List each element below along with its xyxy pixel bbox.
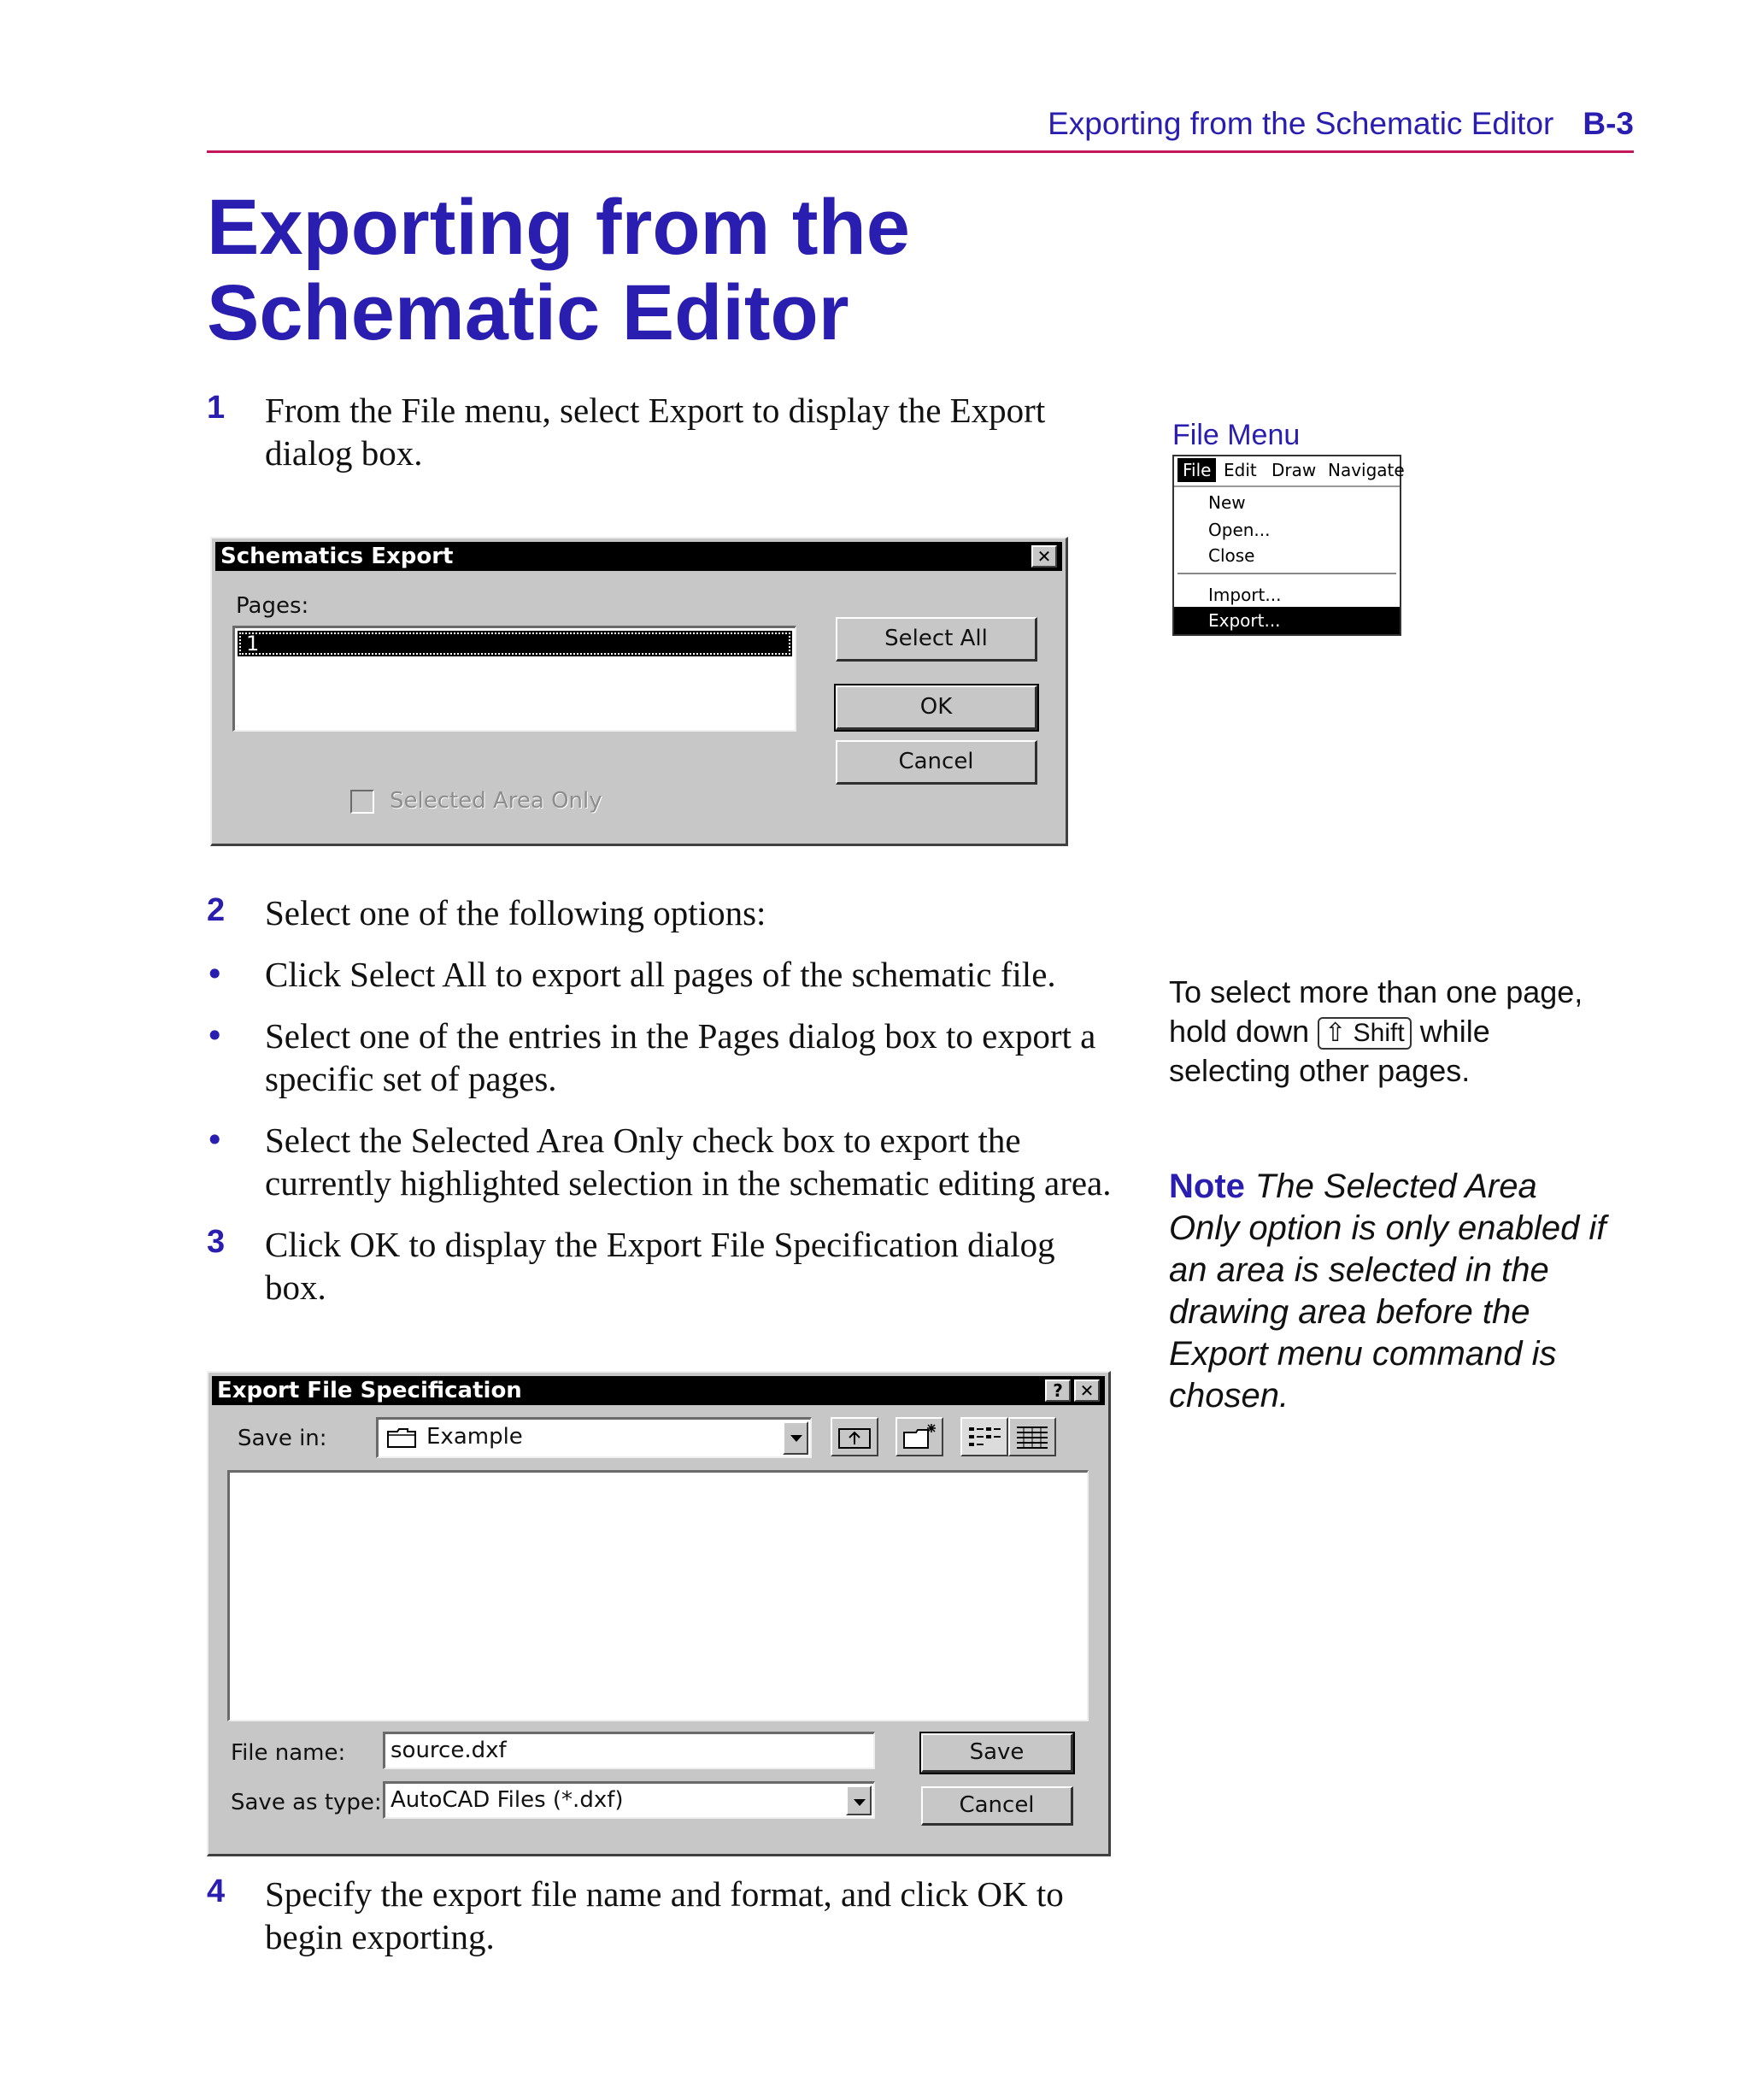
details-view-button[interactable] <box>1008 1417 1056 1456</box>
step-3-line-2: box. <box>265 1268 326 1307</box>
export-file-spec-titlebar <box>212 1376 1105 1405</box>
note-line-6: chosen. <box>1169 1377 1289 1415</box>
cancel-button[interactable]: Cancel <box>836 740 1037 785</box>
page-number: B-3 <box>1583 106 1634 141</box>
step-4-line-1: Specify the export file name and format, and click OK to <box>265 1874 1064 1914</box>
side-tip-line-3: selecting other pages. <box>1169 1053 1471 1088</box>
list-view-button[interactable] <box>960 1417 1008 1456</box>
side-tip-hold-down: hold down <box>1169 1014 1310 1049</box>
file-list-area[interactable] <box>227 1470 1089 1721</box>
step-1-line-1: From the File menu, select Export to display the Export <box>265 391 1046 430</box>
running-header <box>769 106 1634 149</box>
save-in-dropdown[interactable] <box>376 1417 812 1458</box>
file-name-label: File name: <box>231 1740 346 1766</box>
file-menu <box>1172 455 1405 636</box>
menu-file[interactable]: File <box>1177 458 1216 482</box>
step-1-line-2: dialog box. <box>265 433 423 473</box>
save-as-type-dropdown[interactable] <box>383 1781 875 1819</box>
save-in-label: Save in: <box>238 1426 327 1451</box>
step-4-text <box>265 1873 1119 1958</box>
menu-draw[interactable]: Draw <box>1271 460 1317 480</box>
note-line-4: drawing area before the <box>1169 1293 1530 1331</box>
menu-edit[interactable]: Edit <box>1224 460 1257 480</box>
note-line-2: Only option is only enabled if <box>1169 1209 1606 1247</box>
save-as-type-label: Save as type: <box>231 1790 382 1815</box>
step-1-text <box>265 389 1119 474</box>
bullet-1-text: Click Select All to export all pages of the schematic file. <box>265 955 1056 994</box>
cancel-button[interactable]: Cancel <box>921 1786 1073 1826</box>
shift-arrow-icon: ⇧ <box>1324 1019 1347 1048</box>
step-4-number: 4 <box>207 1874 226 1909</box>
bullet-1-marker: • <box>205 956 225 993</box>
bullet-2-text <box>265 1015 1128 1100</box>
export-file-spec-title: Export File Specification <box>217 1378 522 1403</box>
step-1-number: 1 <box>207 390 226 426</box>
page-title <box>207 185 1147 356</box>
export-file-spec-dialog <box>207 1371 1111 1856</box>
save-in-value: Example <box>426 1424 523 1450</box>
note-line-3: an area is selected in the <box>1169 1251 1549 1289</box>
bullet-3-marker: • <box>205 1121 225 1159</box>
running-header-section: Exporting from the Schematic Editor <box>1048 106 1554 141</box>
selected-area-only-label: Selected Area Only <box>390 788 602 814</box>
side-tip-line-2 <box>1169 1012 1647 1051</box>
save-as-type-value: AutoCAD Files (*.dxf) <box>391 1787 624 1813</box>
pages-listbox[interactable] <box>232 626 796 732</box>
ok-button[interactable]: OK <box>836 685 1037 730</box>
header-rule <box>207 150 1634 153</box>
note <box>1169 1166 1647 1417</box>
bullet-3-text <box>265 1119 1128 1204</box>
step-2-text: Select one of the following options: <box>265 893 766 932</box>
selected-area-only-checkbox[interactable] <box>350 790 374 814</box>
menu-item-export[interactable]: Export... <box>1174 607 1400 634</box>
save-button[interactable]: Save <box>921 1733 1073 1773</box>
step-3-number: 3 <box>207 1224 226 1260</box>
menu-item-open[interactable]: Open... <box>1208 520 1271 540</box>
note-line-1: The Selected Area <box>1254 1168 1537 1205</box>
bullet-2-marker: • <box>205 1017 225 1055</box>
file-name-value: source.dxf <box>391 1738 507 1763</box>
schematics-export-title: Schematics Export <box>220 544 454 569</box>
new-folder-button[interactable] <box>896 1417 943 1456</box>
menu-navigate[interactable]: Navigate <box>1328 460 1405 480</box>
step-3-line-1: Click OK to display the Export File Specification dialog <box>265 1225 1055 1264</box>
pages-label: Pages: <box>236 593 309 619</box>
file-menu-caption: File Menu <box>1172 419 1301 451</box>
shift-key <box>1318 1017 1412 1050</box>
close-icon[interactable]: ✕ <box>1074 1379 1100 1402</box>
step-3-text <box>265 1223 1119 1309</box>
shift-key-label: Shift <box>1353 1019 1405 1048</box>
page-title-line-2: Schematic Editor <box>207 269 849 356</box>
menu-item-import[interactable]: Import... <box>1208 585 1282 605</box>
schematics-export-dialog <box>210 537 1068 846</box>
bullet-2-line-2: specific set of pages. <box>265 1059 557 1098</box>
note-label: Note <box>1169 1168 1245 1205</box>
page-title-line-1: Exporting from the <box>207 184 910 271</box>
side-tip-while: while <box>1419 1014 1490 1049</box>
details-view-icon <box>1010 1419 1054 1455</box>
pages-list-item[interactable]: 1 <box>238 631 792 656</box>
menu-bar <box>1174 456 1405 487</box>
list-view-icon <box>962 1419 1007 1455</box>
step-2-number: 2 <box>207 892 226 928</box>
menu-separator <box>1177 573 1396 574</box>
bullet-3-line-2: currently highlighted selection in the schematic editing area. <box>265 1163 1112 1203</box>
side-tip-line-1: To select more than one page, <box>1169 974 1583 1009</box>
step-4-line-2: begin exporting. <box>265 1917 495 1956</box>
file-name-input[interactable] <box>383 1732 875 1769</box>
chevron-down-icon[interactable] <box>783 1421 808 1455</box>
select-all-button[interactable]: Select All <box>836 617 1037 662</box>
close-icon[interactable]: ✕ <box>1031 545 1057 568</box>
chevron-down-icon[interactable] <box>846 1785 872 1815</box>
new-folder-icon <box>897 1419 942 1455</box>
folder-icon <box>387 1427 416 1448</box>
side-tip <box>1169 973 1647 1091</box>
menu-item-new[interactable]: New <box>1208 492 1246 513</box>
up-folder-icon <box>832 1419 877 1455</box>
schematics-export-titlebar <box>215 542 1062 571</box>
up-one-level-button[interactable] <box>831 1417 878 1456</box>
bullet-3-line-1: Select the Selected Area Only check box to export the <box>265 1121 1021 1160</box>
note-line-5: Export menu command is <box>1169 1335 1557 1373</box>
help-icon[interactable]: ? <box>1045 1379 1071 1402</box>
bullet-2-line-1: Select one of the entries in the Pages dialog box to export a <box>265 1016 1096 1056</box>
menu-item-close[interactable]: Close <box>1208 545 1255 566</box>
